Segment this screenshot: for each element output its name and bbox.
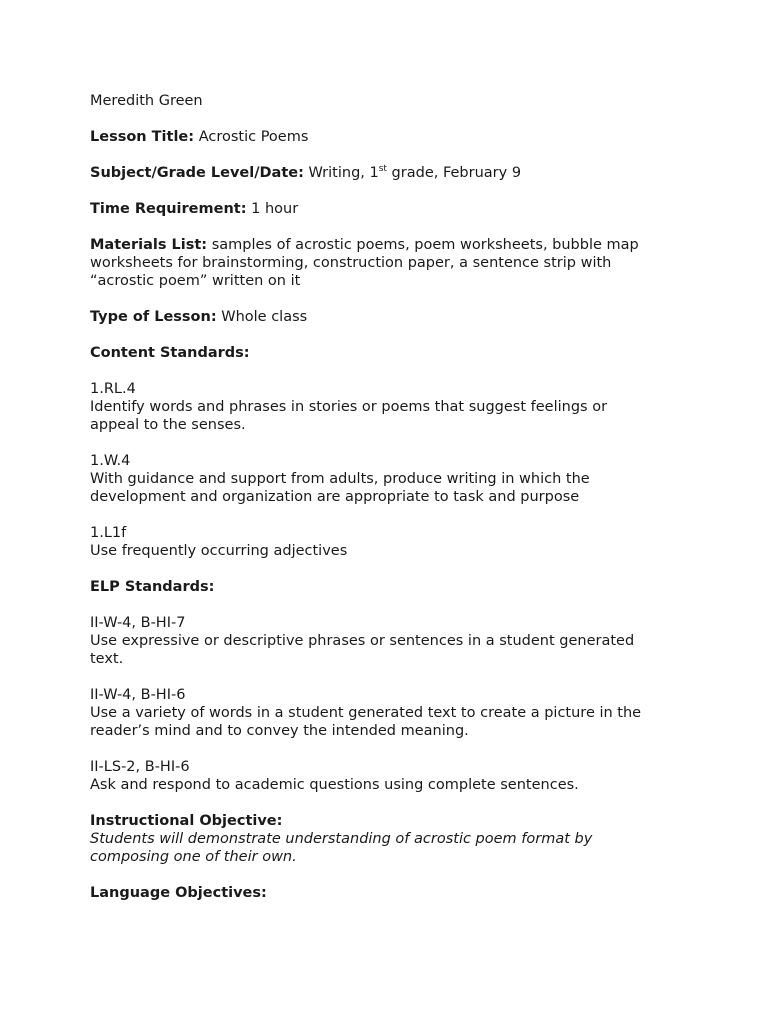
document-page — [90, 92, 690, 902]
subject-value-post: grade, February 9 — [386, 165, 522, 181]
subject-value — [309, 165, 522, 181]
author-name: Meredith Green — [90, 93, 203, 109]
elp-text-1: Use a variety of words in a student generated text to create a picture in the — [90, 705, 642, 721]
lesson-title-row — [90, 128, 690, 146]
materials-block — [90, 236, 690, 290]
elp-text-1: Use expressive or descriptive phrases or sentences in a student generated — [90, 633, 635, 649]
elp-code: II-W-4, B-HI-6 — [90, 687, 186, 703]
elp-standard-item — [90, 686, 690, 740]
language-objectives-heading: Language Objectives: — [90, 885, 267, 901]
instructional-objective-text-2: composing one of their own. — [90, 849, 297, 865]
elp-text-1: Ask and respond to academic questions using complete sentences. — [90, 777, 579, 793]
elp-standard-item — [90, 758, 690, 794]
subject-label: Subject/Grade Level/Date: — [90, 165, 304, 181]
materials-label: Materials List: — [90, 237, 208, 253]
content-standard-item — [90, 380, 690, 434]
instructional-objective-block — [90, 812, 690, 866]
subject-row — [90, 164, 690, 182]
materials-line-3: “acrostic poem” written on it — [90, 273, 301, 289]
elp-text-2: text. — [90, 651, 124, 667]
elp-standard-item — [90, 614, 690, 668]
standard-text-2: development and organization are appropriate to task and purpose — [90, 489, 580, 505]
subject-value-pre: Writing, 1 — [308, 165, 379, 181]
materials-line-1 — [90, 236, 690, 254]
time-label: Time Requirement: — [90, 201, 247, 217]
standard-code: 1.RL.4 — [90, 381, 136, 397]
elp-text-2: reader’s mind and to convey the intended meaning. — [90, 723, 469, 739]
materials-text-1: samples of acrostic poems, poem worksheets, bubble map — [211, 237, 639, 253]
time-row — [90, 200, 690, 218]
materials-line-2: worksheets for brainstorming, construction paper, a sentence strip with — [90, 255, 612, 271]
standard-text-1: Identify words and phrases in stories or poems that suggest feelings or — [90, 399, 608, 415]
subject-value-sup: st — [378, 164, 387, 174]
instructional-objective-heading: Instructional Objective: — [90, 813, 283, 829]
elp-code: II-W-4, B-HI-7 — [90, 615, 186, 631]
standard-code: 1.L1f — [90, 525, 127, 541]
content-standards-heading: Content Standards: — [90, 345, 250, 361]
content-standard-item — [90, 452, 690, 506]
content-standard-item — [90, 524, 690, 560]
elp-code: II-LS-2, B-HI-6 — [90, 759, 190, 775]
standard-text-1: With guidance and support from adults, produce writing in which the — [90, 471, 590, 487]
elp-standards-heading: ELP Standards: — [90, 579, 215, 595]
lesson-type-label: Type of Lesson: — [90, 309, 217, 325]
standard-text-1: Use frequently occurring adjectives — [90, 543, 348, 559]
lesson-type-row — [90, 308, 690, 326]
standard-code: 1.W.4 — [90, 453, 131, 469]
time-value: 1 hour — [251, 201, 299, 217]
instructional-objective-text-1: Students will demonstrate understanding of acrostic poem format by — [90, 831, 593, 847]
lesson-title-value: Acrostic Poems — [198, 129, 309, 145]
lesson-title-label: Lesson Title: — [90, 129, 195, 145]
standard-text-2: appeal to the senses. — [90, 417, 246, 433]
lesson-type-value: Whole class — [221, 309, 308, 325]
